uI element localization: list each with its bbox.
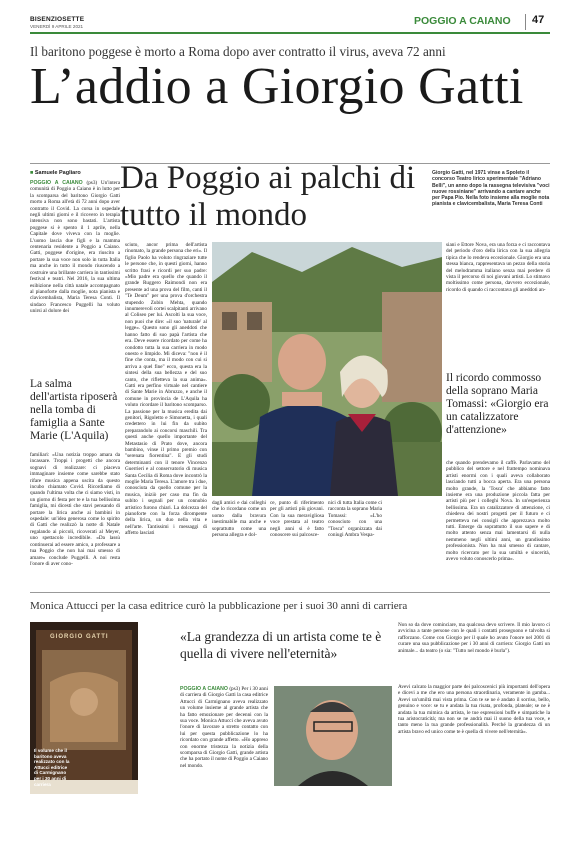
main-overline: Il baritono poggese è morto a Roma dopo aver contratto il virus, aveva 72 anni: [30, 44, 446, 59]
main-col6-rest: che quando prendevamo il caffè. Parlavamo del pubblico del settore e nel frattempo nominava artisti enormi con i quali aveva collaborato lasciando tutti a bocca aperta. Era una persona molto grande, la 'Tosca' che abbiamo fatto insieme era una produzione piccola fatta per artisti più per i colleghi Nova. In un'esperienza bellissima. Era un catalizzatore di attenzione, ci chiedeva dei nostri progetti per il futuro e ci permetteva nei consigli che apprezzava molto tutti. Emerge da soprattutto il suo sapere e di molto attento senza mai lamentarsi di nulla nemmeno negli ultimi anni, un grandissimo professionista. Non ha mai smesso di cantare, molto ricercato per la sua umiltà e sincerità, avevo voluto conoscerlo prima».: [446, 460, 550, 563]
second-kicker: POGGIO A CAIANO: [180, 686, 228, 692]
issue-date: VENERDÌ 9 APRILE 2021: [30, 24, 84, 29]
second-overline: Monica Attucci per la casa editrice curò la pubblicazione per i suoi 30 anni di carriera: [30, 600, 408, 612]
second-col1-text: (ps3) Per i 30 anni di carriera di Giorgio Gatti la casa editrice Attucci di Carmignano aveva realizzato un volume insieme al grande artista che ha fatto emozionare per decenni con la sua voce. Monica Attucci che aveva avuto l'onore di lavorare a stretto contatto con lui per questa pubblicazione lo ha ricordato con grande affetto. «Ho appreso con enorme tristezza la notizia della scomparsa di Giorgio Gatti, grande artista che ha portato il nome di Poggio a Caiano nel mondo.: [180, 686, 268, 769]
main-subhead: Da Poggio ai palchi di tutto il mondo: [120, 160, 416, 233]
couple-photo-illustration: [212, 242, 442, 496]
header-divider: [525, 14, 526, 30]
second-col2: Non so da dove cominciare, ma qualcosa devo scrivere. Il mio lavoro ci avvicina a tante persone con le quali i contatti proseguono e talvolta si rafforzano. Come con Giorgio per il quale ho avuto l'onore nel 2001 di curare una sua pubblicazione per i 30 anni di carriera: Giorgio Gatti un animale... da teatro (o sia: "Tutto nel mondo è burla").: [398, 622, 550, 654]
main-col1-lead: [30, 180, 120, 392]
paper-name: BISENZIOSETTE: [30, 16, 85, 23]
sidebar-quote-right: Il ricordo commosso della soprano Maria Tomassi: «Giorgio era un catalizzatore d'attenzione»: [446, 372, 549, 436]
second-headline: «La grandezza di un artista come te è quella di vivere nell'eternità»: [180, 629, 382, 661]
author-icon: ■: [30, 170, 35, 176]
main-col1-rest: familiari: «Una notizia troppo amara da incassare. Troppi i progetti che ancora sognavi di realizzare: ci piaceva immaginare insieme come sarebbe stato rifare musica appena uscita da questo incubo chiamato Covid. Ricordiamo di quando l'ultima volta che ci siamo visti, in un giorno di festa per te e la tua bellissima famiglia, mi dicesti che stavi pensando di portare la lirica anche ai bambini in ospedale: un'idea generosa come lo spirito di Gatti che realizzò la notte di Natale regalando ai piccoli, ricoverati al Meyer, uno spettacolo incredibile. «Da lassù continuerai ad essere amico, a professare a tua Poggio che non hai mai smesso di amare» conclude Puggelli. A noi resta l'onore di aver cono-: [30, 452, 120, 567]
book-spine-label: GIORGIO GATTI: [50, 634, 109, 640]
main-col3-bottom: dagli amici e dai colleghi che lo ricordano come un uomo dalla bravura inestimabile ma anche e soprattutto come una persona allegra e dol-: [212, 500, 266, 539]
book-photo-caption: Il volume che il baritono aveva realizzato con la Attucci editrice di Carmignano per i 30 anni di carriera: [34, 748, 70, 787]
second-col3: Avevi calcato la maggior parte dei palcoscenici più importanti dell'opera e dicevi a me che ero una persona straordinaria, veramente in gamba... Avevi un'umiltà mai vista prima. Con te se ne è andato il sorriso, bello, genuino e voce: se tu e andata la tua risata, profonda, plateale; se ne è andata la tua mimica da artista, le tue espressioni buffe e simpatiche la tua aristocraticità; ma non se ne andrà mai il suono della tua voce, e tanto meno la tua grande professionalità. Perché la grandezza di un artista bravo ed unico come te è quella di vivere nell'eternità».: [398, 684, 550, 735]
header-rule: [30, 32, 550, 34]
page-number: 47: [532, 14, 545, 26]
author-byline: [30, 170, 81, 176]
author-name: Samuele Pagliaro: [34, 170, 81, 176]
main-col1-lead-text: (ps3) Un'intera comunità di Poggio a Caiano è in lutto per la scomparsa del baritono Giorgio Gatti morto a Roma all'età di 72 anni dopo aver contratto il Covid. La corsa in ospedale negli ultimi giorni e il ricovero in terapia intensiva non sono bastati. L'artista poggese si è spento il 1 aprile, nella Capitale dove viveva con la moglie. L'uomo lascia due figli e la mamma centenaria residente a Poggio a Caiano. Gatti, poggese d'origine, era riuscito a portare la sua voce non solo in tutta Italia ma anche in tutto il mondo riuscendo a costruire una brillante carriera in tantissimi festival e teatri. Nel 2016, la sua ultima esibizione nella città natale accompagnato al pianoforte dalla moglie, nota pianista e clavicembalista, Maria Teresa Conti. Il sindaco Francesco Puggelli ha voluto unirsi al dolore dei: [30, 180, 120, 315]
main-photo: [212, 242, 442, 496]
sidebar-quote-left: La salma dell'artista riposerà nella tomba di famiglia a Sante Marie (L'Aquila): [30, 378, 118, 442]
main-col4-bottom: ce, punto di riferimento per gli artisti più giovani. Con la sua meravigliosa voce prestata al teatro negli anni si è fatto conoscere sui palcosce-: [270, 500, 324, 539]
main-col6-top: siani e Ettore Nova, era una forza e ci raccontava del periodo d'oro della lirica con la sua allegria tipica che lo rendeva eccezionale. Giorgio era una stessa bianca, rappresentava un pezzo della storia del melodramma italiano senza mai perdere di vista il percorso di noi giovani artisti. Lo stimavo moltissimo come persona, davvero eccezionale, ricordo di quando ci raccontava gli aneddoti an-: [446, 242, 550, 293]
author-portrait: [274, 686, 392, 786]
second-col1: [180, 686, 268, 802]
main-col2: sciuto, ancor prima dell'artista rinomato, la grande persona che eri». Il figlio Paolo ha voluto ringraziare tutte le persone che, in questi giorni, hanno scritto frasi e ricordi per suo padre: «Mio padre era quello che quando il grande Ruggero Raimondi non era presente ad una prova del film, canti il "Te Deum" per una prova d'orchestra stupendo Zubin Mehta, quando innumerevoli cortei scalpitanti arrivano al Coliseo per lui. Ascolti la sua voce, non puoi che dire: «il suo 'naturale' al legge». Questo sono gli aneddoti che hanno fatto di suo papà l'artista che era. Deve essere ricordato per come ha condotto tutta la sua carriera in modo onesto e limpido. Mi diceva: "non è il fine che conta, ma il modo con cui si arriva a quel fine" ecco, questa era la sintesi della sua bellezza e del suo canto, che rifletteva la sua anima». Gatti era perfino virtuale nel cantiere di Sante Marie in Abruzzo, e anche il comune in provincia de L'Aquila ha voluto ricordare il baritono scomparso. La passione per la musica eredita dai genitori, Rigoletto e Simonetta, i quali credettero in lui fin da subito preparandolo ai concorsi maschili. Tra questi anche quello importante del Metastasio di Prato dove, ancora bambino, vinse il primo premio con "serenata fiorentina". E gli studi determinanti con il tenore Vincenzo Guerrieri e al conservatorio di musica Santa Cecilia di Roma dove incontrò la moglie Maria Teresa. L'amore tra i due, conosciuta da quello comune per la musica, iniziò per caso ma fin da subito i segnali per un connubio artistico furono chiari. La dolcezza del pianoforte con la forza dirompente della lirica, un duo nella vita e nell'arte. Tantissimi i messaggi di affetto lasciati: [125, 242, 207, 537]
section-name: POGGIO A CAIANO: [414, 15, 511, 27]
main-col5-bottom: [328, 500, 382, 584]
main-photo-caption: Giorgio Gatti, nel 1971 vinse a Spoleto il concorso Teatro lirico sperimentale "Adriano Belli", un anno dopo la rassegna televisiva "voci nuove rossiniane" arrivando a cantare anche per Papa Pio. Nella foto insieme alla moglie nota pianista e clavicembalista, Maria Teresa Conti: [432, 170, 550, 208]
main-col5-text: nici di tutta Italia come ci racconta la soprano Maria Tomassi: «L'ho conosciuto con una "Tosca" organizzata dai coniugi Ambra Vespa-: [328, 500, 382, 539]
main-headline: L’addio a Giorgio Gatti: [30, 58, 524, 115]
article-separator: [30, 592, 550, 593]
portrait-illustration: [274, 686, 392, 786]
main-kicker: POGGIO A CAIANO: [30, 180, 83, 186]
